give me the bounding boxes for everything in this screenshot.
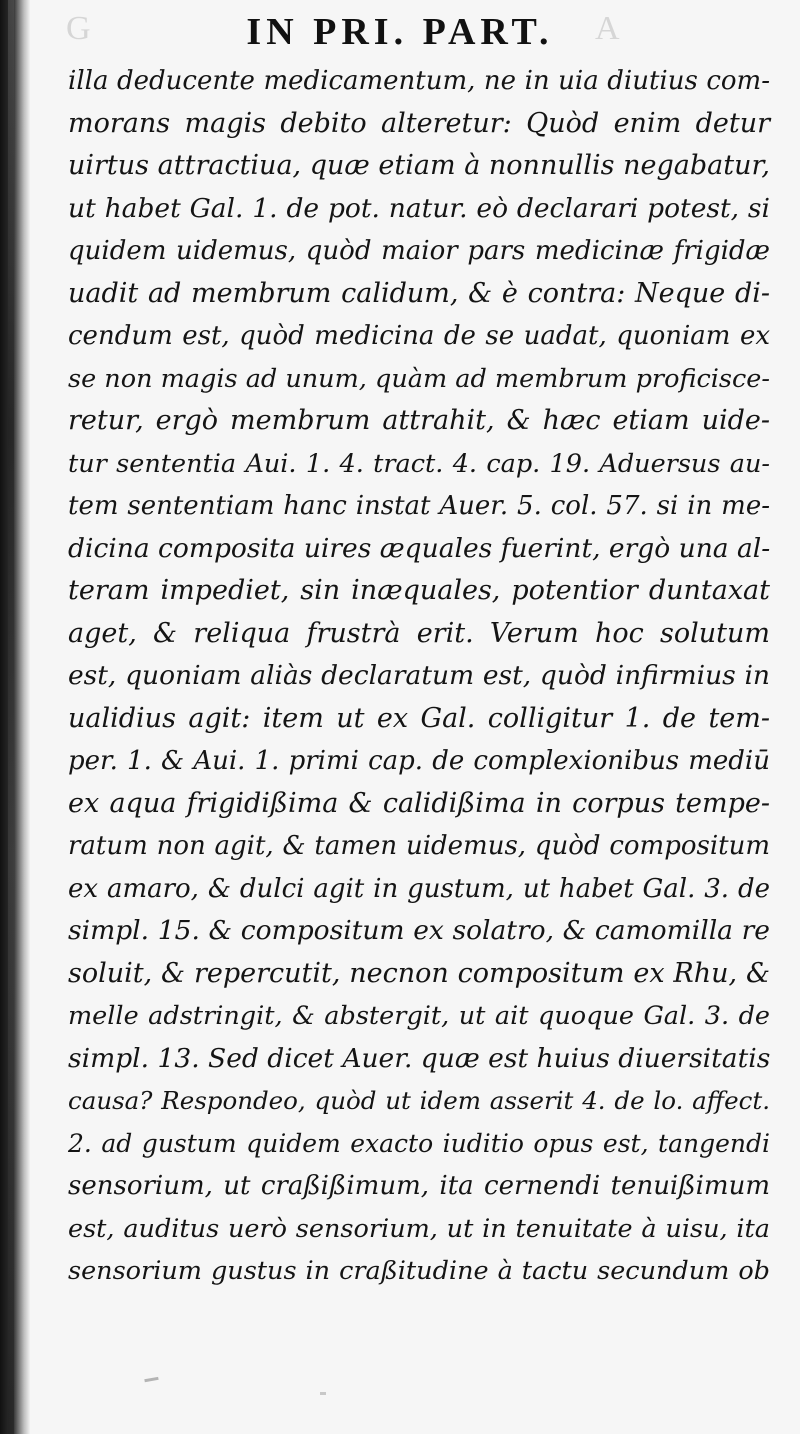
text-line: illa deducente medicamentum, ne in uia diutius com- (68, 66, 770, 96)
text-line: quidem uidemus, quòd maior pars medicinæ frigidæ (68, 236, 770, 266)
text-line: sensorium gustus in craßitudine à tactu secundum ob (68, 1256, 770, 1286)
text-line: ex amaro, & dulci agit in gustum, ut habet Gal. 3. de (68, 873, 770, 904)
text-line: melle adstringit, & abstergit, ut ait quoque Gal. 3. de (68, 1001, 770, 1031)
text-line: 2. ad gustum quidem exacto iuditio opus est, tangendi (68, 1128, 770, 1158)
text-line: cendum est, quòd medicina de se uadat, quoniam ex (68, 321, 770, 351)
text-line: tem sententiam hanc instat Auer. 5. col. 57. si in me- (68, 491, 770, 521)
text-line: ut habet Gal. 1. de pot. natur. eò declarari potest, si (68, 192, 770, 224)
text-line: retur, ergò membrum attrahit, & hæc etiam uide- (68, 405, 770, 436)
binding-gutter (0, 0, 30, 1434)
text-line: est, quoniam aliàs declaratum est, quòd infirmius in (68, 660, 770, 691)
text-line: ualidius agit: item ut ex Gal. colligitur 1. de tem- (68, 702, 770, 734)
binding-shadow (8, 0, 14, 1434)
text-line: soluit, & repercutit, necnon compositum ex Rhu, & (68, 957, 770, 989)
running-header: IN PRI. PART. (246, 11, 554, 53)
text-line: simpl. 13. Sed dicet Auer. quæ est huius diuersitatis (68, 1042, 771, 1074)
text-line: morans magis debito alteretur: Quòd enim detur (68, 107, 770, 139)
text-line: se non magis ad unum, quàm ad membrum proficisce- (68, 363, 770, 394)
text-line: causa? Respondeo, quòd ut idem asserit 4. de lo. affect. (68, 1086, 770, 1115)
text-line: tur sententia Aui. 1. 4. tract. 4. cap. 19. Aduersus au- (68, 448, 770, 479)
text-line: per. 1. & Aui. 1. primi cap. de complexionibus mediū (68, 746, 770, 776)
text-line: aget, & reliqua frustrà erit. Verum hoc solutum (68, 617, 770, 649)
text-line: ex aqua frigidißima & calidißima in corpus tempe- (68, 787, 770, 819)
body-text (68, 60, 770, 1293)
text-line: est, auditus uerò sensorium, ut in tenuitate à uisu, ita (68, 1213, 770, 1244)
text-line: uirtus attractiua, quæ etiam à nonnullis negabatur, (68, 150, 770, 181)
ink-speck (320, 1392, 326, 1395)
bleed-through-left: G (66, 10, 95, 47)
text-line: simpl. 15. & compositum ex solatro, & camomilla re (68, 915, 770, 946)
text-line: ratum non agit, & tamen uidemus, quòd compositum (68, 831, 770, 861)
bleed-through-right: A (595, 10, 624, 47)
ink-mark (144, 1377, 159, 1388)
text-line: teram impediet, sin inæquales, potentior duntaxat (68, 575, 770, 606)
text-line: sensorium, ut craßißimum, ita cernendi tenuißimum (68, 1171, 770, 1201)
text-line: uadit ad membrum calidum, & è contra: Neque di- (68, 277, 770, 309)
text-line: dicina composita uires æquales fuerint, ergò una al- (68, 532, 771, 564)
